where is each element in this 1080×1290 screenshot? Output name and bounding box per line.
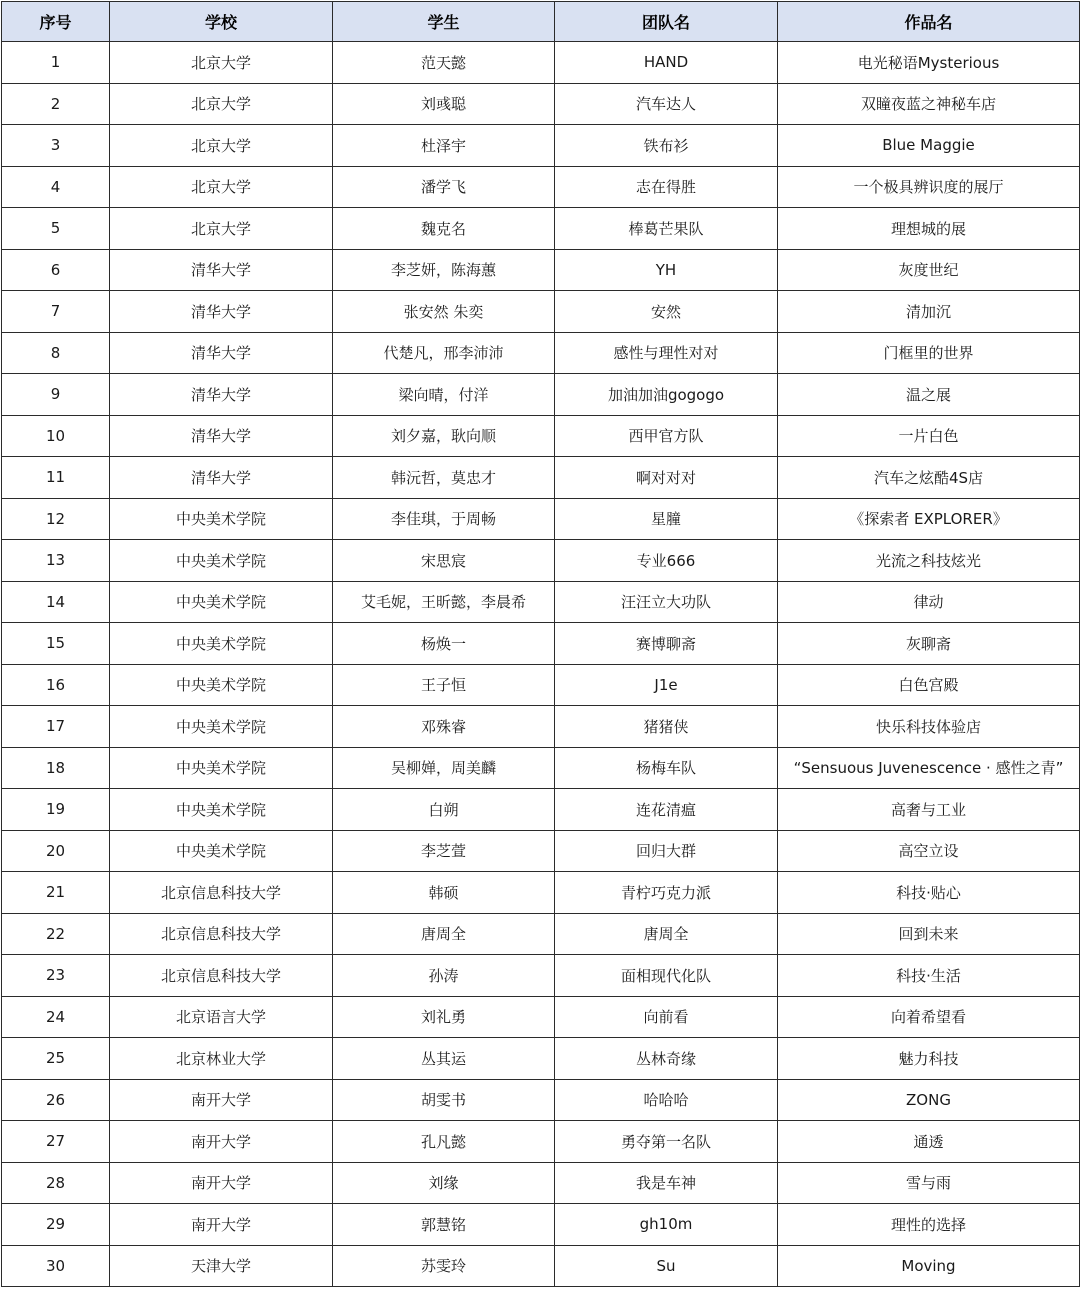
cell-team: 专业666: [555, 540, 778, 582]
cell-index: 22: [2, 913, 110, 955]
cell-school: 中央美术学院: [110, 623, 333, 665]
table-row: [2, 166, 1080, 208]
cell-school: 中央美术学院: [110, 581, 333, 623]
cell-work: 一个极具辨识度的展厅: [778, 166, 1080, 208]
cell-work: 温之展: [778, 374, 1080, 416]
cell-student: 白朔: [333, 789, 555, 831]
cell-student: 孙涛: [333, 955, 555, 997]
cell-index: 20: [2, 830, 110, 872]
cell-index: 27: [2, 1121, 110, 1163]
cell-index: 5: [2, 208, 110, 250]
cell-school: 南开大学: [110, 1162, 333, 1204]
cell-school: 北京林业大学: [110, 1038, 333, 1080]
cell-student: 梁向晴，付洋: [333, 374, 555, 416]
table-row: [2, 208, 1080, 250]
cell-work: 汽车之炫酷4S店: [778, 457, 1080, 499]
table-row: [2, 540, 1080, 582]
cell-work: 门框里的世界: [778, 332, 1080, 374]
cell-student: 魏克名: [333, 208, 555, 250]
cell-work: Blue Maggie: [778, 125, 1080, 167]
cell-student: 李芝妍，陈海蕙: [333, 249, 555, 291]
cell-work: 雪与雨: [778, 1162, 1080, 1204]
cell-school: 南开大学: [110, 1079, 333, 1121]
table-row: [2, 581, 1080, 623]
cell-work: 双瞳夜蓝之神秘车店: [778, 83, 1080, 125]
cell-team: 铁布衫: [555, 125, 778, 167]
cell-index: 11: [2, 457, 110, 499]
cell-index: 3: [2, 125, 110, 167]
cell-team: 猪猪侠: [555, 706, 778, 748]
cell-student: 代楚凡，邢李沛沛: [333, 332, 555, 374]
cell-index: 1: [2, 42, 110, 84]
cell-school: 中央美术学院: [110, 498, 333, 540]
cell-student: 杜泽宇: [333, 125, 555, 167]
cell-school: 中央美术学院: [110, 706, 333, 748]
cell-work: 一片白色: [778, 415, 1080, 457]
cell-student: 艾毛妮，王昕懿，李晨希: [333, 581, 555, 623]
cell-school: 清华大学: [110, 374, 333, 416]
cell-school: 中央美术学院: [110, 540, 333, 582]
cell-team: 唐周全: [555, 913, 778, 955]
cell-team: Su: [555, 1245, 778, 1287]
cell-work: 灰聊斋: [778, 623, 1080, 665]
table-row: [2, 1079, 1080, 1121]
cell-work: 电光秘语Mysterious: [778, 42, 1080, 84]
cell-work: 回到未来: [778, 913, 1080, 955]
table-row: [2, 789, 1080, 831]
cell-index: 9: [2, 374, 110, 416]
table-row: [2, 83, 1080, 125]
cell-work: Moving: [778, 1245, 1080, 1287]
cell-school: 北京大学: [110, 83, 333, 125]
cell-work: 理性的选择: [778, 1204, 1080, 1246]
header-index: 序号: [2, 2, 110, 42]
cell-school: 中央美术学院: [110, 789, 333, 831]
cell-student: 王子恒: [333, 664, 555, 706]
cell-work: 《探索者 EXPLORER》: [778, 498, 1080, 540]
table-row: [2, 498, 1080, 540]
cell-team: 面相现代化队: [555, 955, 778, 997]
cell-team: 星膧: [555, 498, 778, 540]
cell-student: 韩沅哲，莫忠才: [333, 457, 555, 499]
cell-student: 唐周全: [333, 913, 555, 955]
cell-school: 南开大学: [110, 1204, 333, 1246]
table-row: [2, 1245, 1080, 1287]
cell-school: 中央美术学院: [110, 830, 333, 872]
cell-work: 光流之科技炫光: [778, 540, 1080, 582]
cell-index: 6: [2, 249, 110, 291]
header-school: 学校: [110, 2, 333, 42]
cell-index: 12: [2, 498, 110, 540]
cell-school: 北京语言大学: [110, 996, 333, 1038]
cell-team: 啊对对对: [555, 457, 778, 499]
cell-school: 清华大学: [110, 332, 333, 374]
table-row: [2, 1204, 1080, 1246]
cell-work: 律动: [778, 581, 1080, 623]
header-team: 团队名: [555, 2, 778, 42]
cell-team: 加油加油gogogo: [555, 374, 778, 416]
cell-school: 南开大学: [110, 1121, 333, 1163]
cell-student: 刘缘: [333, 1162, 555, 1204]
cell-index: 17: [2, 706, 110, 748]
table-row: [2, 1121, 1080, 1163]
cell-student: 李佳琪，于周畅: [333, 498, 555, 540]
cell-work: 快乐科技体验店: [778, 706, 1080, 748]
cell-student: 范天懿: [333, 42, 555, 84]
table-row: [2, 457, 1080, 499]
cell-school: 中央美术学院: [110, 664, 333, 706]
cell-index: 24: [2, 996, 110, 1038]
cell-team: 赛博聊斋: [555, 623, 778, 665]
cell-team: J1e: [555, 664, 778, 706]
cell-student: 郭慧铭: [333, 1204, 555, 1246]
cell-school: 清华大学: [110, 415, 333, 457]
cell-student: 苏雯玲: [333, 1245, 555, 1287]
cell-team: 感性与理性对对: [555, 332, 778, 374]
table-row: [2, 125, 1080, 167]
table-row: [2, 996, 1080, 1038]
table-row: [2, 291, 1080, 333]
cell-student: 刘夕嘉，耿向顺: [333, 415, 555, 457]
cell-index: 16: [2, 664, 110, 706]
cell-team: 哈哈哈: [555, 1079, 778, 1121]
cell-team: 我是车神: [555, 1162, 778, 1204]
cell-school: 清华大学: [110, 249, 333, 291]
roster-table: [1, 1, 1080, 1287]
cell-team: 汽车达人: [555, 83, 778, 125]
cell-work: 科技·贴心: [778, 872, 1080, 914]
table-row: [2, 374, 1080, 416]
cell-index: 7: [2, 291, 110, 333]
cell-team: 杨梅车队: [555, 747, 778, 789]
table-row: [2, 623, 1080, 665]
table-row: [2, 1038, 1080, 1080]
table-row: [2, 1162, 1080, 1204]
cell-school: 北京大学: [110, 166, 333, 208]
cell-school: 清华大学: [110, 457, 333, 499]
cell-index: 30: [2, 1245, 110, 1287]
cell-index: 13: [2, 540, 110, 582]
cell-school: 北京信息科技大学: [110, 913, 333, 955]
cell-index: 28: [2, 1162, 110, 1204]
cell-school: 北京信息科技大学: [110, 872, 333, 914]
cell-team: 勇夺第一名队: [555, 1121, 778, 1163]
cell-school: 北京信息科技大学: [110, 955, 333, 997]
cell-index: 18: [2, 747, 110, 789]
cell-school: 北京大学: [110, 42, 333, 84]
cell-team: YH: [555, 249, 778, 291]
table-row: [2, 830, 1080, 872]
cell-student: 孔凡懿: [333, 1121, 555, 1163]
cell-student: 吴柳婵，周美麟: [333, 747, 555, 789]
cell-team: 志在得胜: [555, 166, 778, 208]
table-row: [2, 913, 1080, 955]
cell-index: 19: [2, 789, 110, 831]
cell-work: 高空立设: [778, 830, 1080, 872]
cell-work: 清加沉: [778, 291, 1080, 333]
cell-work: 向着希望看: [778, 996, 1080, 1038]
header-student: 学生: [333, 2, 555, 42]
table-row: [2, 332, 1080, 374]
cell-student: 韩硕: [333, 872, 555, 914]
cell-school: 北京大学: [110, 208, 333, 250]
cell-index: 23: [2, 955, 110, 997]
cell-index: 8: [2, 332, 110, 374]
table-row: [2, 955, 1080, 997]
cell-index: 10: [2, 415, 110, 457]
cell-student: 李芝萱: [333, 830, 555, 872]
cell-school: 北京大学: [110, 125, 333, 167]
cell-school: 天津大学: [110, 1245, 333, 1287]
cell-student: 刘礼勇: [333, 996, 555, 1038]
cell-team: 向前看: [555, 996, 778, 1038]
cell-work: 科技·生活: [778, 955, 1080, 997]
cell-team: 连花清瘟: [555, 789, 778, 831]
cell-team: 青柠巧克力派: [555, 872, 778, 914]
cell-student: 宋思宸: [333, 540, 555, 582]
cell-index: 15: [2, 623, 110, 665]
cell-student: 胡雯书: [333, 1079, 555, 1121]
table-row: [2, 42, 1080, 84]
cell-work: 灰度世纪: [778, 249, 1080, 291]
table-row: [2, 664, 1080, 706]
cell-student: 杨焕一: [333, 623, 555, 665]
cell-index: 25: [2, 1038, 110, 1080]
cell-index: 2: [2, 83, 110, 125]
cell-index: 14: [2, 581, 110, 623]
table-row: [2, 706, 1080, 748]
cell-work: 理想城的展: [778, 208, 1080, 250]
cell-student: 潘学飞: [333, 166, 555, 208]
cell-work: 白色宫殿: [778, 664, 1080, 706]
cell-work: ZONG: [778, 1079, 1080, 1121]
cell-student: 邓殊睿: [333, 706, 555, 748]
cell-index: 4: [2, 166, 110, 208]
cell-work: 魅力科技: [778, 1038, 1080, 1080]
cell-school: 中央美术学院: [110, 747, 333, 789]
table-body: [2, 42, 1080, 1287]
cell-team: 安然: [555, 291, 778, 333]
cell-team: 西甲官方队: [555, 415, 778, 457]
cell-student: 丛其运: [333, 1038, 555, 1080]
header-work: 作品名: [778, 2, 1080, 42]
table-row: [2, 249, 1080, 291]
cell-team: gh10m: [555, 1204, 778, 1246]
cell-team: 棒葛芒果队: [555, 208, 778, 250]
table-row: [2, 872, 1080, 914]
table-row: [2, 415, 1080, 457]
cell-work: “Sensuous Juvenescence · 感性之青”: [778, 747, 1080, 789]
cell-team: 回归大群: [555, 830, 778, 872]
cell-index: 29: [2, 1204, 110, 1246]
cell-team: HAND: [555, 42, 778, 84]
table-row: [2, 747, 1080, 789]
cell-work: 高奢与工业: [778, 789, 1080, 831]
header-row: [2, 2, 1080, 42]
cell-index: 26: [2, 1079, 110, 1121]
cell-student: 刘彧聪: [333, 83, 555, 125]
cell-student: 张安然 朱奕: [333, 291, 555, 333]
cell-index: 21: [2, 872, 110, 914]
cell-team: 丛林奇缘: [555, 1038, 778, 1080]
cell-school: 清华大学: [110, 291, 333, 333]
cell-work: 通透: [778, 1121, 1080, 1163]
cell-team: 汪汪立大功队: [555, 581, 778, 623]
